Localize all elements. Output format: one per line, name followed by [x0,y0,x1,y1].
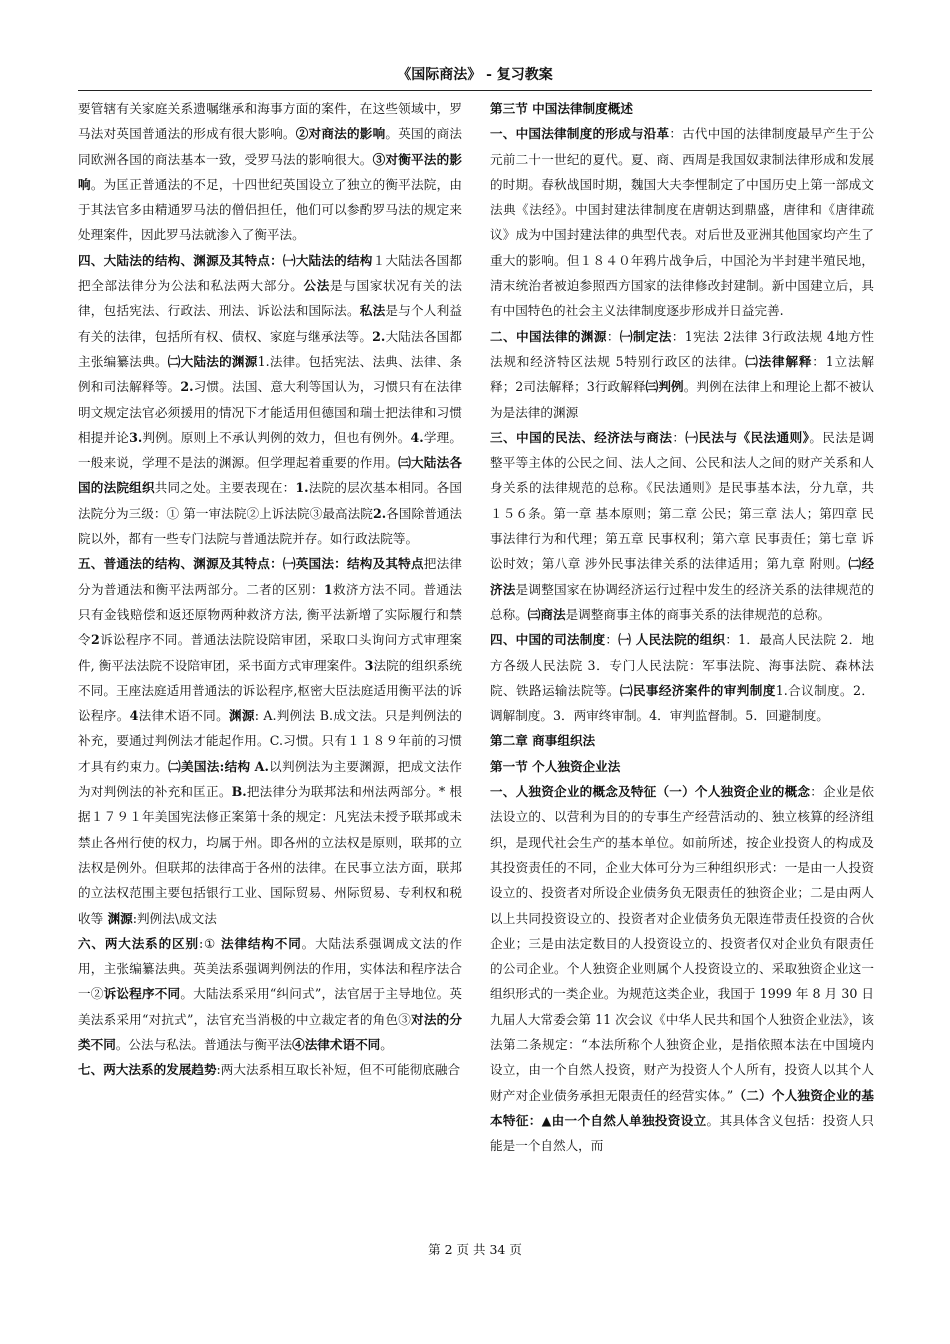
text-run: 。 [380,1036,393,1052]
text-run: ： [606,328,620,344]
text-run: 法院的组织系统不同。王座法庭适用普通法的诉讼程序,枢密大臣法庭适用衡平法的诉讼程序。 [78,657,462,724]
right-paragraph [490,627,874,728]
bold-text: ㈢大陆法各国的法院组织 [78,455,463,496]
text-run: 。公法与私法。普通法与衡平法 [115,1036,293,1052]
bold-text: 第一节 个人独资企业法 [490,758,621,774]
bold-text: ③对衡平法的影响 [78,151,463,192]
bold-text: 1 [323,581,333,597]
bold-text: 3 [364,657,374,673]
bold-text: ②对商法的影响 [295,126,386,142]
text-run: 共同之处。主要表现在： [154,480,296,496]
bold-text: 2. [372,328,386,344]
bold-text: 一、中国法律制度的形成与沿革 [490,126,670,142]
text-run: 要管辖有关家庭关系遗嘱继承和海事方面的案件，在这些领域中，罗马法对英国普通法的形成有很大影响。 [78,101,462,142]
bold-text: 七、两大法系的发展趋势 [78,1062,217,1078]
left-paragraph [78,931,462,1057]
text-run: 是调整国家在协调经济运行过程中发生的经济关系的法律规范的总称。 [490,581,875,622]
left-paragraph [78,96,462,248]
bold-text: 四、大陆法的结构、渊源及其特点：㈠大陆法的结构 [78,252,373,268]
right-paragraph [490,96,874,121]
text-run: ：企业是依法设立的、以营利为目的的专事生产经营活动的、独立核算的经济组织，是现代社会生产的基本单位。如前所述，按企业投资人的构成及其投资责任的不同，企业大体可分为三种组织形式：一是由一人投资设立的、投资者对所设企业债务负无限责任的独资企业；二是由两人以上共同投资设立的、投资者对企业债务负无限连带责任投资的合伙企业；三是由法定数目的人投资设立的、投资者仅对企业负有限责任的公司企业。个人独资企业则属个人投资设立的、采取独资企业这一组织形式的一类企业。为规范这类企业，我国于 1999 年 8 月 30 日九届人大常委会第 11 次会议《中华人民共和国个人独资企业法》，该法第二条规定：“本法所称个人独资企业，是指依照本法在中国境内设立，由一个自然人投资，财产为投资人个人所有，投资人以其个人财产对企业债务承担无限责任的经营实体。” [490,784,875,1103]
right-paragraph [490,121,874,323]
right-paragraph [490,324,874,425]
page-header: 《国际商法》 - 复习教案 [78,62,872,91]
bold-text: 2. [180,379,194,395]
text-run: 。大陆法系强调成文法的作用，主张编纂法典。英美法系强调判例法的作用，实体法和程序法合一② [78,935,463,1002]
bold-text: ㈡大陆法的渊源 [167,353,258,369]
text-run: 。民法是调整平等主体的公民之间、法人之间、公民和法人之间的财产关系和人身关系的法律规范的总称。《民法通则》是民事基本法，分九章，共１５６条。第一章 基本原则；第二章 公民；第三章 法人；第四章 民事法律行为和代理；第五章 民事权利；第六章 民事责任；第七章 诉讼时效；第八章 涉外民事法律关系的法律适用；第九章 附则。 [490,429,875,572]
bold-text: 对法的分类不同 [78,1011,462,1052]
bold-text: 3. [129,429,143,445]
bold-text: ㈠制定法 [619,328,672,344]
bold-text: ㈡法律解释 [745,353,813,369]
bold-text: ㈢判例 [645,379,684,395]
bold-text: A. [254,758,269,774]
bold-text: 渊源 [103,910,133,926]
text-run: 。为匡正普通法的不足，十四世纪英国设立了独立的衡平法院，由于其法官多由精通罗马法的僧侣担任，他们可以参酌罗马法的规定来处理案件，因此罗马法就渗入了衡平法。 [78,176,463,243]
bold-text: 4. [410,429,424,445]
text-run: ： [672,429,686,445]
text-run: 。英国的商法同欧洲各国的商法基本一致，受罗马法的影响很大。 [78,126,463,167]
text-run: 1.法律。包括宪法、法典、法律、条例和司法解释等。 [78,353,463,395]
bold-text: （二）个人独资企业的基本特征：▲由一个自然人单独投资设立 [490,1087,874,1128]
text-run: 以判例法为主要渊源，把成文法作为对判例法的补充和匡正。 [78,758,463,800]
text-run: 判例。原则上不承认判例的效力，但也有例外。 [142,429,411,445]
bold-text: 六、两大法系的区别 [78,935,199,951]
text-run: 救济方法不同。普通法只有金钱赔偿和返还原物两种救济方法, 衡平法新增了实际履行和禁令 [78,581,463,648]
text-run: 。大陆法系采用“纠问式”，法官居于主导地位。英美法系采用“对抗式”，法官充当消极的中立裁定者的角色③ [78,986,463,1027]
right-paragraph [490,728,874,753]
text-run: 把法律分为联邦法和州法两部分。* 根据１７９１年美国宪法修正案第十条的规定：凡宪法未授予联邦或未禁止各州行使的权力，均属于州。即各州的立法权是原则，联邦的立法权是例外。但联邦的法律高于各州的法律。在民事立法方面，联邦的立法权范围主要包括银行工业、国际贸易、州际贸易、专利权和税收等 [78,784,462,926]
bold-text: ㈡经济法 [490,556,874,597]
bold-text: 渊源 [228,708,255,724]
left-paragraph [78,248,462,552]
text-run: :① [198,935,222,951]
text-run: : A.判例法 B.成文法。只是判例法的补充，要通过判例法才能起作用。C.习惯。只有１１８９年前的习惯才具有约束力。 [78,708,463,774]
right-paragraph [490,754,874,779]
bold-text: 三、中国的民法、经济法与商法 [490,429,673,445]
text-run: 把法律分为普通法和衡平法两部分。二者的区别： [78,556,463,597]
text-run: 习惯。法国、意大利等国认为，习惯只有在法律明文规定法官必须援用的情况下才能适用但德国和瑞士把法律和习惯相提并论 [78,379,463,445]
bold-text: 第二章 商事组织法 [490,733,596,749]
right-paragraph [490,779,874,1158]
text-run: 诉讼程序不同。普通法法院设陪审团，采取口头询问方式审理案件, 衡平法法院不设陪审团，采书面方式审理案件。 [78,632,463,673]
page-footer: 第 2 页 共 34 页 [428,1242,522,1257]
text-run: :两大法系相互取长补短，但不可能彻底融合 [216,1062,461,1078]
text-run: 。其具体含义包括：投资人只能是一个自然人，而 [490,1112,875,1154]
bold-text: ㈠民法与《民法通则》 [685,429,810,445]
text-run: ：1宪法 2法律 3行政法规 4地方性法规和经济特区法规 5特别行政区的法律。 [490,328,874,369]
text-run: ： [605,632,619,648]
bold-text: B. [231,784,247,800]
left-column [78,96,462,1083]
bold-text: 四、中国的司法制度 [490,632,606,648]
text-run: ：1立法解释；2司法解释；3行政解释 [490,353,874,395]
bold-text: 第三节 中国法律制度概述 [490,101,633,116]
bold-text: 五、普通法的结构、渊源及其特点：㈠英国法：结构及其特点 [78,556,424,572]
text-run: １大陆法各国都把全部法律分为公法和私法两大部分。 [78,252,463,294]
bold-text: ㈢商法 [527,606,566,622]
text-run: 各国除普通法院以外，都有一些专门法院与普通法院并存。如行政法院等。 [78,505,462,547]
text-run: 是调整商事主体的商事关系的法律规范的总称。 [565,606,831,622]
bold-text: 私法 [359,303,386,319]
bold-text: 4 [129,708,139,724]
bold-text: 法律结构不同 [221,935,302,951]
left-paragraph [78,551,462,930]
text-run: 1.合议制度。2．调解制度。3．两审终审制。4．审判监督制。5．回避制度。 [490,682,875,724]
bold-text: 公法 [303,278,331,294]
right-column [490,96,874,1158]
right-paragraph [490,425,874,627]
text-run: :判例法\成文法 [132,910,217,926]
bold-text: 2. [372,505,387,521]
bold-text: 诉讼程序不同 [103,986,181,1002]
bold-text: ④法律术语不同 [292,1036,381,1052]
text-run: 大陆法各国都主张编纂法典。 [78,328,463,369]
bold-text: 1. [295,480,309,496]
text-run: 学理。一般来说，学理不是法的渊源。但学理起着重要的作用。 [78,429,463,471]
text-run: 法院的层次基本相同。各国法院分为三级：① 第一审法院②上诉法院③最高法院 [78,480,463,521]
text-run: ：古代中国的法律制度最早产生于公元前二十一世纪的夏代。夏、商、西周是我国奴隶制法律形成和发展的时期。春秋战国时期，魏国大夫李悝制定了中国历史上第一部成文法典《法经》。中国封建法律制度在唐朝达到鼎盛，唐律和《唐律疏议》成为中国封建法律的典型代表。对后世及亚洲其他国家均产生了重大的影响。但１８４０年鸦片战争后，中国沦为半封建半殖民地，清末统治者被迫参照西方国家的法律修改封建制。新中国建立后，具有中国特色的社会主义法律制度逐步形成并日益完善. [490,126,875,319]
bold-text: ㈡民事经济案件的审判制度 [619,682,776,698]
text-run: 法律术语不同。 [138,708,229,724]
text-run: 。判例在法律上和理论上都不被认为是法律的渊源 [490,379,875,420]
bold-text: 2 [90,632,100,648]
left-paragraph [78,1057,462,1082]
text-run: 是与个人利益有关的法律，包括所有权、债权、家庭与继承法等。 [78,303,463,344]
bold-text: 二、中国法律的渊源 [490,328,607,344]
bold-text: ㈠ 人民法院的组织 [618,632,726,648]
bold-text: 一、人独资企业的概念及特征（一）个人独资企业的概念 [490,784,811,800]
text-run: ：1．最高人民法院 2．地方各级人民法院 3．专门人民法院：军事法院、海事法院、森林法院、铁路运输法院等。 [490,632,875,698]
text-run: 是与国家状况有关的法律，包括宪法、行政法、刑法、诉讼法和国际法。 [78,278,463,319]
bold-text: ㈡美国法:结构 [168,758,251,774]
